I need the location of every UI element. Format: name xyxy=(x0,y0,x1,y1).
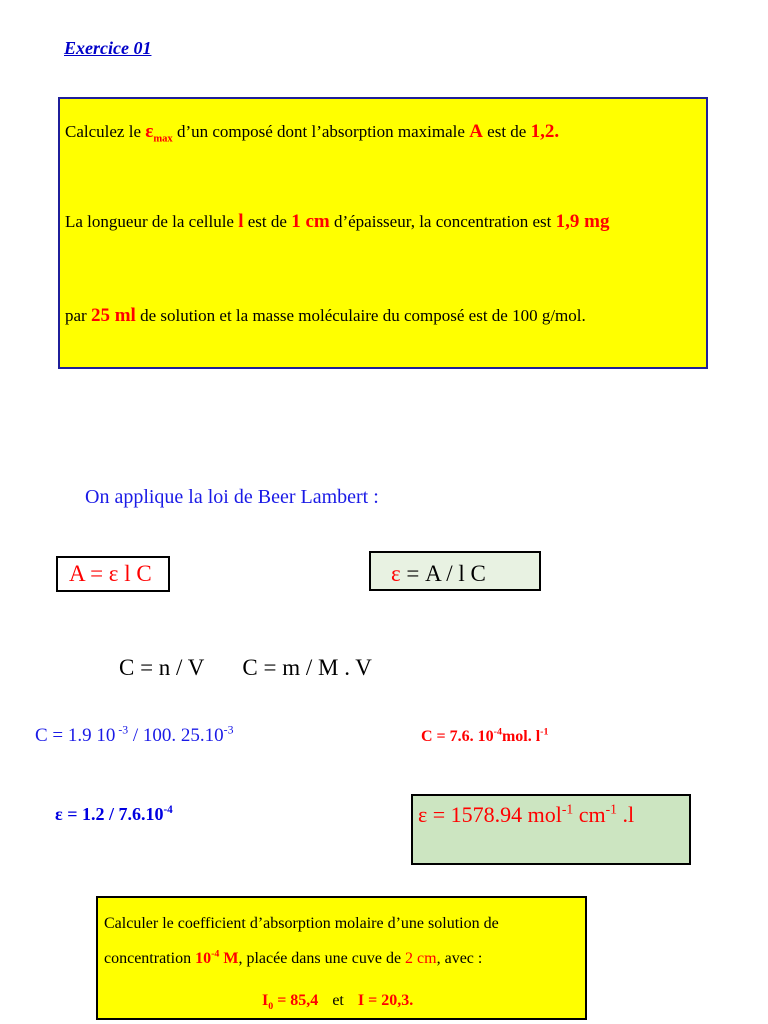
concentration-formulas xyxy=(119,655,372,681)
beer-lambert-formula-box xyxy=(56,556,170,592)
conjunction: et xyxy=(332,992,344,1009)
problem2-line-2 xyxy=(104,950,482,968)
beer-lambert-intro: On applique la loi de Beer Lambert : xyxy=(85,486,379,508)
problem2-line-1: Calculer le coefficient d’absorption molaire d’une solution de xyxy=(104,915,499,932)
concentration-result xyxy=(421,728,548,746)
result-text: C = 7.6. 10 xyxy=(421,728,494,745)
exponent: -1 xyxy=(561,801,574,817)
problem-line-2 xyxy=(65,211,609,233)
problem-text: est de xyxy=(482,122,531,141)
result-text: .l xyxy=(616,802,635,827)
subscript: 0 xyxy=(268,1001,274,1013)
exponent: -3 xyxy=(115,723,129,737)
cuvette-length: 2 cm xyxy=(405,950,437,967)
volume-value: 25 ml xyxy=(90,305,136,326)
epsilon-formula: = A / l C xyxy=(400,561,486,586)
problem-text: La longueur de la cellule xyxy=(65,212,239,231)
result-text: cm xyxy=(573,802,606,827)
concentration-formula-n-v: C = n / V xyxy=(119,655,205,680)
problem-line-1 xyxy=(65,121,559,143)
problem-text: d’un composé dont l’absorption maximale xyxy=(172,122,470,141)
epsilon-symbol: ε xyxy=(391,561,401,586)
concentration-unit: M xyxy=(219,950,239,967)
problem2-line-3 xyxy=(262,992,414,1013)
problem-text: , placée dans une cuve de xyxy=(238,950,406,967)
exercise-title: Exercice 01 xyxy=(64,38,152,58)
epsilon-result-box xyxy=(411,794,691,865)
second-problem-box xyxy=(96,896,587,1020)
length-symbol: l xyxy=(238,211,244,232)
exponent: -1 xyxy=(540,726,549,738)
absorbance-value: 1,2. xyxy=(530,121,560,142)
epsilon-formula-box xyxy=(369,551,541,591)
calc-text: ε = 1.2 / 7.6.10 xyxy=(55,804,164,824)
result-text: ε = 1578.94 mol xyxy=(418,802,562,827)
concentration-formula-m-mv: C = m / M . V xyxy=(242,655,372,680)
epsilon-subscript: max xyxy=(153,133,173,145)
beer-lambert-formula: A = ε l C xyxy=(69,561,152,586)
problem-text: d’épaisseur, la concentration est xyxy=(329,212,556,231)
problem-text: de solution et la masse moléculaire du composé est de 100 g/mol. xyxy=(135,306,586,325)
exponent: -1 xyxy=(605,801,617,817)
epsilon-symbol: ε xyxy=(145,121,154,142)
exponent: -3 xyxy=(223,723,234,737)
problem-text: par xyxy=(65,306,91,325)
epsilon-calculation xyxy=(55,804,173,825)
problem-line-3 xyxy=(65,305,586,327)
problem-statement-box xyxy=(58,97,708,369)
calc-text: / 100. 25.10 xyxy=(128,725,224,746)
result-text: mol. l xyxy=(501,728,541,745)
mass-value: 1,9 mg xyxy=(555,211,610,232)
concentration-calculation xyxy=(35,725,233,747)
initial-intensity-value: = 85,4 xyxy=(273,992,319,1009)
exponent: -4 xyxy=(163,804,173,816)
exponent: -4 xyxy=(493,726,502,738)
exponent: -4 xyxy=(211,948,220,960)
absorbance-symbol: A xyxy=(469,121,483,142)
problem-text: Calculez le xyxy=(65,122,146,141)
problem-text: concentration xyxy=(104,950,196,967)
length-value: 1 cm xyxy=(291,211,330,232)
transmitted-intensity-value: I = 20,3. xyxy=(357,992,414,1009)
initial-intensity-symbol: I xyxy=(262,992,269,1009)
problem-text: , avec : xyxy=(436,950,483,967)
concentration-value: 10 xyxy=(195,950,212,967)
calc-text: C = 1.9 10 xyxy=(35,725,116,746)
problem-text: est de xyxy=(243,212,292,231)
